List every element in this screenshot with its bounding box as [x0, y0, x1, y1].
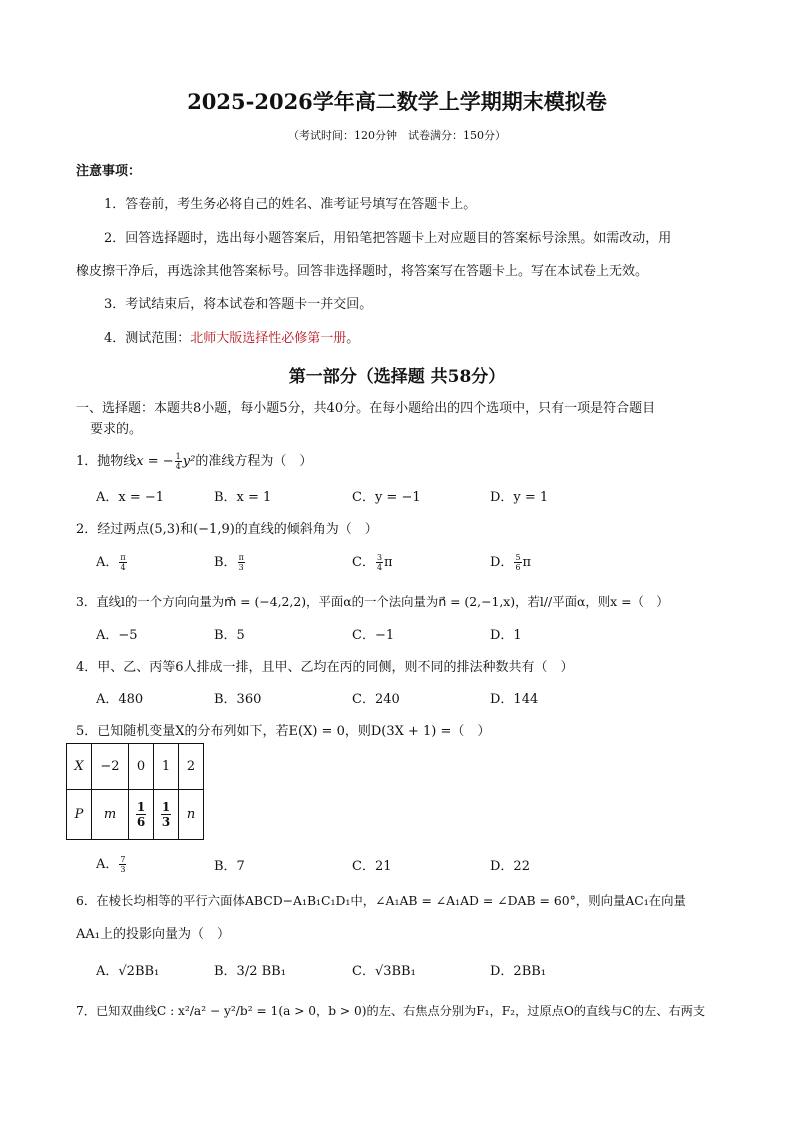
q3-option-b: B．5 [214, 628, 245, 643]
question-6-cont: AA₁上的投影向量为（ ） [76, 927, 230, 942]
q2-option-c [352, 551, 393, 572]
q2-c-label: C． [352, 555, 375, 570]
question-7: 7．已知双曲线C : x²/a² − y²/b² = 1(a > 0，b > 0)的左、右焦点分别为F₁，F₂，过原点O的直线与C的左、右两支 [76, 1004, 706, 1018]
q2-d-frac [514, 553, 521, 572]
q1-suffix: 的准线方程为（ ） [195, 454, 313, 469]
table-cell [154, 790, 179, 840]
q6-option-d: D．2BB₁ [490, 964, 547, 979]
question-2: 2．经过两点(5,3)和(−1,9)的直线的倾斜角为（ ） [76, 522, 378, 537]
table-row [67, 744, 204, 790]
q1-fraction [175, 452, 182, 471]
test-range: 北师大版选择性必修第一册 [190, 331, 347, 346]
q2-c-tail: π [384, 555, 393, 570]
distribution-table [66, 743, 204, 840]
q3-option-c: C．−1 [352, 628, 395, 643]
section-instructions: 一、选择题：本题共8小题，每小题5分，共40分。在每小题给出的四个选项中，只有一项是符合题目 [76, 401, 656, 416]
q6-option-a: A．√2BB₁ [96, 964, 160, 979]
p-fraction [136, 800, 146, 829]
question-4: 4．甲、乙、丙等6人排成一排，且甲、乙均在丙的同侧，则不同的排法种数共有（ ） [76, 660, 574, 675]
table-cell: 1 [154, 744, 179, 790]
q2-a-num: π [120, 553, 126, 562]
q2-d-den: 6 [515, 563, 521, 572]
q5-option-c: C．21 [352, 859, 392, 874]
section-instructions-cont: 要求的。 [90, 422, 143, 437]
table-row [67, 790, 204, 840]
q2-a-label: A． [96, 555, 119, 570]
q2-d-label: D． [490, 555, 514, 570]
q1-rhs: y² [182, 454, 196, 469]
q1-prefix: 1．抛物线 [76, 454, 137, 469]
q5-a-frac [119, 855, 126, 874]
q1-option-a: A．x = −1 [96, 490, 165, 505]
q4-option-d: D．144 [490, 692, 539, 707]
q2-a-frac [119, 553, 126, 572]
notice-item-4-suffix: 。 [346, 331, 360, 346]
q5-a-num: 7 [120, 855, 126, 864]
q5-option-d: D．22 [490, 859, 530, 874]
q4-option-a: A．480 [96, 692, 144, 707]
q1-lhs: x = − [136, 454, 174, 469]
q1-frac-num: 1 [175, 452, 181, 461]
table-cell [129, 790, 154, 840]
q5-option-b: B．7 [214, 859, 245, 874]
notice-item-2: 2．回答选择题时，选出每小题答案后，用铅笔把答题卡上对应题目的答案标号涂黑。如需改动，用 [104, 231, 672, 246]
p1-den: 3 [161, 815, 171, 829]
q1-option-c: C．y = −1 [352, 490, 421, 505]
notice-item-4 [104, 327, 359, 346]
exam-info: （考试时间：120分钟 试卷满分：150分） [288, 129, 506, 142]
q2-a-den: 4 [120, 563, 126, 572]
q2-c-num: 3 [376, 553, 383, 562]
q2-c-den: 4 [376, 563, 383, 572]
p-fraction [161, 800, 171, 829]
notice-heading: 注意事项： [76, 164, 142, 179]
notice-item-1: 1．答卷前，考生务必将自己的姓名、准考证号填写在答题卡上。 [104, 197, 477, 212]
p0-num: 1 [136, 800, 146, 814]
q4-option-c: C．240 [352, 692, 400, 707]
q3-option-d: D．1 [490, 628, 522, 643]
q2-b-frac [238, 553, 245, 572]
q4-option-b: B．360 [214, 692, 262, 707]
table-cell: m [92, 790, 129, 840]
table-cell: −2 [92, 744, 129, 790]
table-cell: 0 [129, 744, 154, 790]
notice-item-2-cont: 橡皮擦干净后，再选涂其他答案标号。回答非选择题时，将答案写在答题卡上。写在本试卷上无效。 [76, 264, 649, 279]
table-cell: n [179, 790, 204, 840]
q2-b-num: π [238, 553, 244, 562]
q3-option-a: A．−5 [96, 628, 138, 643]
table-cell: X [67, 744, 92, 790]
notice-item-4-prefix: 4．测试范围： [104, 331, 191, 346]
q1-frac-den: 4 [175, 462, 181, 471]
q6-option-b: B．3/2 BB₁ [214, 964, 286, 979]
q1-option-b: B．x = 1 [214, 490, 272, 505]
q2-option-a [96, 551, 128, 572]
q2-c-frac [376, 553, 383, 572]
q5-a-den: 3 [120, 865, 126, 874]
p1-num: 1 [161, 800, 171, 814]
notice-item-3: 3．考试结束后，将本试卷和答题卡一并交回。 [104, 297, 373, 312]
table-cell: 2 [179, 744, 204, 790]
q6-option-c: C．√3BB₁ [352, 964, 416, 979]
question-1 [76, 450, 312, 471]
q2-option-d [490, 551, 531, 572]
question-3: 3．直线l的一个方向向量为m⃗ = (−4,2,2)，平面α的一个法向量为n⃗ = (2,−1,x)，若l//平面α，则x =（ ） [76, 594, 669, 609]
p0-den: 6 [136, 815, 146, 829]
question-6: 6．在棱长均相等的平行六面体ABCD−A₁B₁C₁D₁中，∠A₁AB = ∠A₁AD = ∠DAB = 60°，则向量AC₁在向量 [76, 893, 686, 908]
q1-option-d: D．y = 1 [490, 490, 549, 505]
question-5: 5．已知随机变量X的分布列如下，若E(X) = 0，则D(3X + 1) =（ ） [76, 724, 491, 739]
table-cell: P [67, 790, 92, 840]
q2-b-den: 3 [238, 563, 244, 572]
q2-d-tail: π [522, 555, 532, 570]
page-title: 2025-2026学年高二数学上学期期末模拟卷 [187, 89, 607, 114]
q2-option-b [214, 551, 246, 572]
q5-a-label: A． [96, 857, 119, 872]
q5-option-a [96, 853, 127, 874]
part1-heading: 第一部分（选择题 共58分） [288, 367, 506, 387]
q2-b-label: B． [214, 555, 237, 570]
q2-d-num: 5 [515, 553, 521, 562]
